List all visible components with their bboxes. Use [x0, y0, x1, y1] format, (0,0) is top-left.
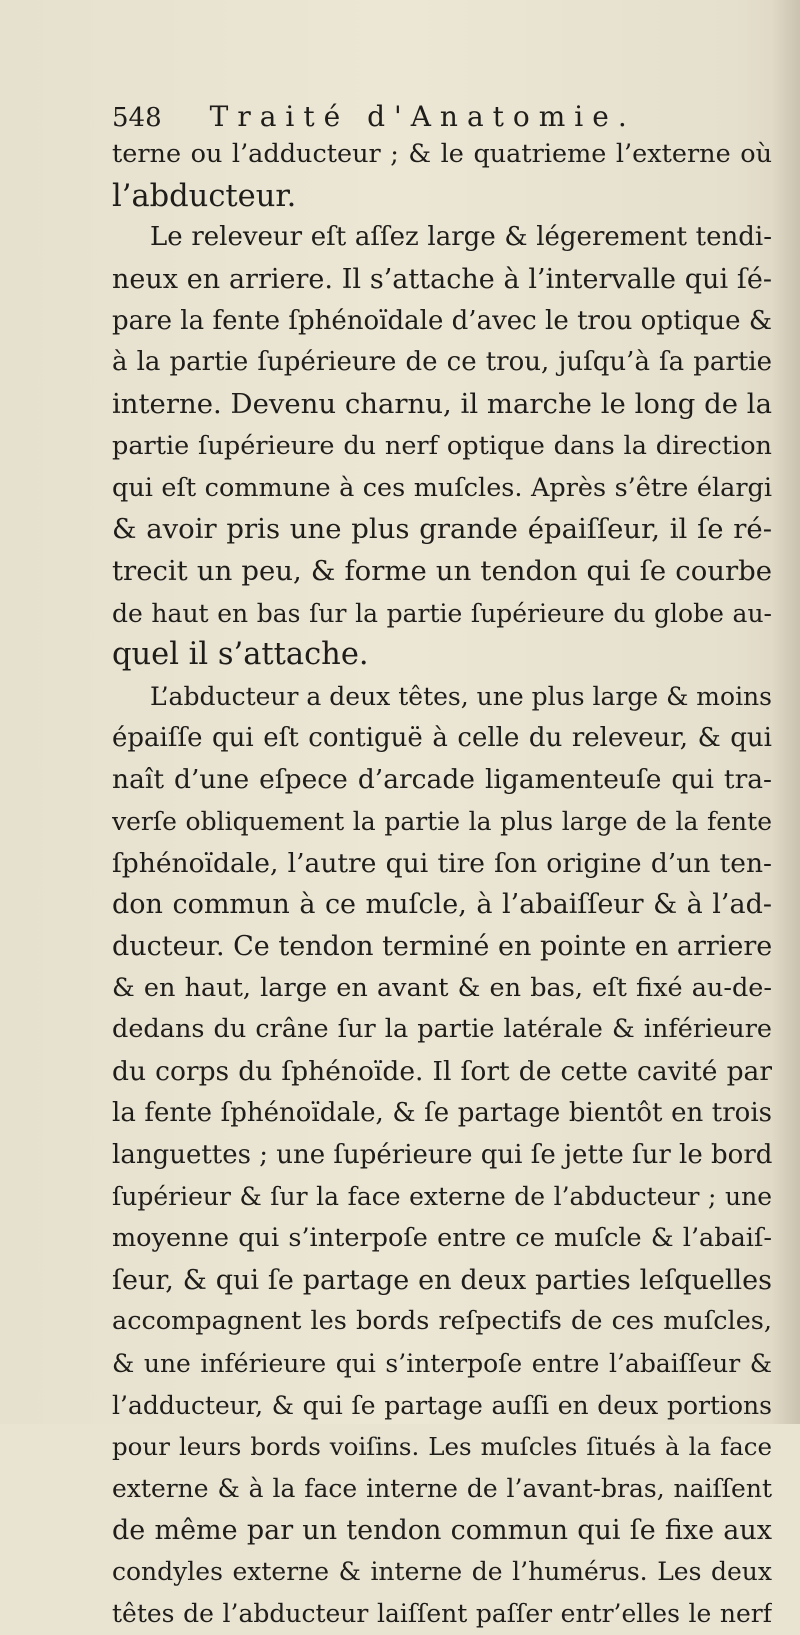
text-line: don commun à ce muſcle, à l’abaiſſeur & à l’ad-	[112, 889, 772, 921]
text-line: partie ſupérieure du nerf optique dans la direction	[112, 430, 772, 461]
text-line: & une inférieure qui s’interpoſe entre l’abaiſſeur &	[112, 1348, 772, 1378]
text-line: ſeur, & qui ſe partage en deux parties leſquelles	[112, 1264, 772, 1296]
running-title: Traité d'Anatomie.	[209, 100, 636, 133]
text-line: condyles externe & interne de l’humérus. Les deux	[112, 1557, 772, 1587]
text-line: L’abducteur a deux têtes, une plus large & moins	[150, 681, 772, 711]
text-line: trecit un peu, & forme un tendon qui ſe courbe	[112, 554, 772, 587]
text-line: neux en arriere. Il s’attache à l’intervalle qui ſé-	[112, 264, 772, 296]
text-line: moyenne qui s’interpoſe entre ce muſcle & l’abaiſ-	[112, 1222, 772, 1253]
text-line: à la partie ſupérieure de ce trou, juſqu’à ſa partie	[112, 347, 772, 378]
text-line: l’abducteur.	[112, 178, 297, 214]
page-number: 548	[112, 103, 162, 133]
text-line: l’adducteur, & qui ſe partage auſſi en deux portions	[112, 1390, 772, 1420]
text-line: & avoir pris une plus grande épaiſſeur, il ſe ré-	[112, 513, 772, 546]
text-line: externe & à la face interne de l’avant-bras, naiſſent	[112, 1474, 772, 1503]
text-line: de haut en bas ſur la partie ſupérieure du globe au-	[112, 598, 772, 628]
body-text	[112, 134, 772, 1635]
text-line: naît d’une eſpece d’arcade ligamenteuſe qui tra-	[112, 764, 772, 796]
text-line: accompagnent les bords reſpectifs de ces muſcles,	[112, 1306, 772, 1337]
text-line: dedans du crâne ſur la partie latérale & inférieure	[112, 1014, 772, 1045]
text-line: languettes ; une ſupérieure qui ſe jette ſur le bord	[112, 1139, 772, 1170]
text-line: ſupérieur & ſur la face externe de l’abducteur ; une	[112, 1182, 772, 1212]
text-line: qui eſt commune à ces muſcles. Après s’être élargi	[112, 472, 772, 503]
text-line: Le releveur eſt aſſez large & légerement tendi-	[150, 222, 772, 253]
text-line: ſphénoïdale, l’autre qui tire ſon origine d’un ten-	[112, 847, 772, 879]
text-line: interne. Devenu charnu, il marche le long de la	[112, 388, 772, 421]
text-line: du corps du ſphénoïde. Il ſort de cette cavité par	[112, 1056, 772, 1088]
text-line: têtes de l’abducteur laiſſent paſſer entr’elles le nerf	[112, 1599, 772, 1629]
text-line: quel il s’attache.	[112, 637, 369, 673]
text-line: la fente ſphénoïdale, & ſe partage bientôt en trois	[112, 1097, 772, 1128]
text-line: de même par un tendon commun qui ſe fixe aux	[112, 1514, 772, 1546]
text-line: & en haut, large en avant & en bas, eſt fixé au-de-	[112, 972, 772, 1003]
text-line: ducteur. Ce tendon terminé en pointe en arriere	[112, 931, 772, 963]
text-line: pare la fente ſphénoïdale d’avec le trou optique &	[112, 305, 772, 336]
text-line: terne ou l’adducteur ; & le quatrieme l’externe où	[112, 139, 772, 169]
text-line: épaiſſe qui eſt contiguë à celle du releveur, & qui	[112, 722, 772, 753]
text-line: verſe obliquement la partie la plus large de la fente	[112, 807, 772, 836]
text-line: pour leurs bords voiſins. Les muſcles ſitués à la face	[112, 1432, 772, 1462]
page-edge-shadow	[772, 0, 800, 1424]
